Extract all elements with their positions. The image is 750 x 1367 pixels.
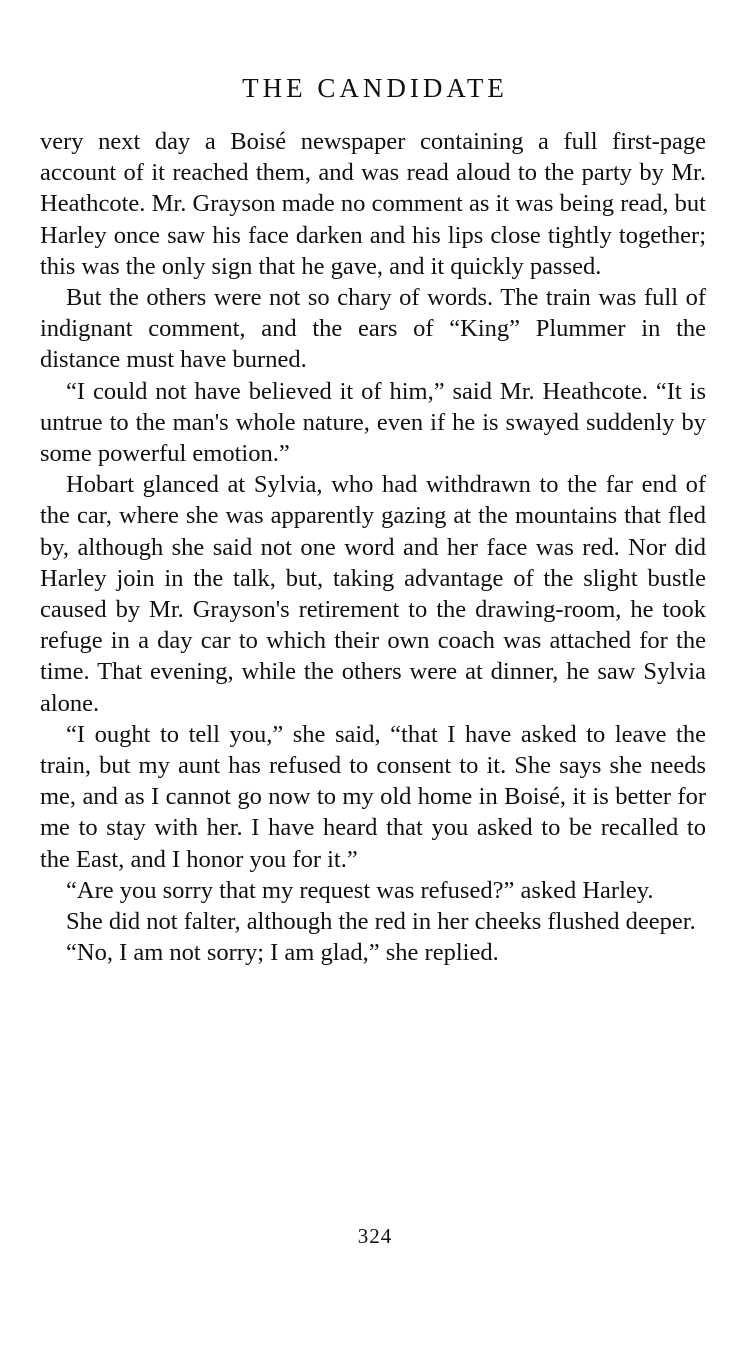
page-number: 324 — [357, 1224, 393, 1248]
paragraph-continued: very next day a Boisé newspaper containing a full first-page account of it reached them, and was read aloud to the party by Mr. Heathcote. Mr. Grayson made no comment as it was being read, but Harley once saw his face darken and his lips close tightly together; this was the only sign that he gave, and it quickly passed. — [40, 128, 706, 280]
paragraph: “Are you sorry that my request was refused?” asked Harley. — [66, 876, 654, 904]
paragraph: “I ought to tell you,” she said, “that I have asked to leave the train, but my aunt has refused to consent to it. She says she needs me, and as I cannot go now to my old home in Boisé, it is better for me to stay with her. I have heard that you asked to be recalled to the East, and I honor you for it.” — [40, 720, 706, 873]
running-head: THE CANDIDATE — [242, 73, 508, 103]
paragraph: But the others were not so chary of words. The train was full of indignant comment, and the ears of “King” Plummer in the distance must have burned. — [40, 284, 706, 374]
paragraph: “I could not have believed it of him,” said Mr. Heathcote. “It is untrue to the man's whole nature, even if he is swayed suddenly by some powerful emotion.” — [40, 377, 706, 468]
paragraph: Hobart glanced at Sylvia, who had withdrawn to the far end of the car, where she was apparently gazing at the mountains that fled by, although she said not one word and her face was red. Nor did Harley join in the talk, but, taking advantage of the slight bustle caused by Mr. Grayson's retirement to the drawing-room, he took refuge in a day car to which their own coach was attached for the time. That evening, while the others were at dinner, he saw Sylvia alone. — [40, 471, 706, 717]
body-text — [40, 126, 706, 968]
paragraph: She did not falter, although the red in her cheeks flushed deeper. — [66, 908, 696, 936]
paragraph-last: “No, I am not sorry; I am glad,” she replied. — [66, 939, 499, 967]
